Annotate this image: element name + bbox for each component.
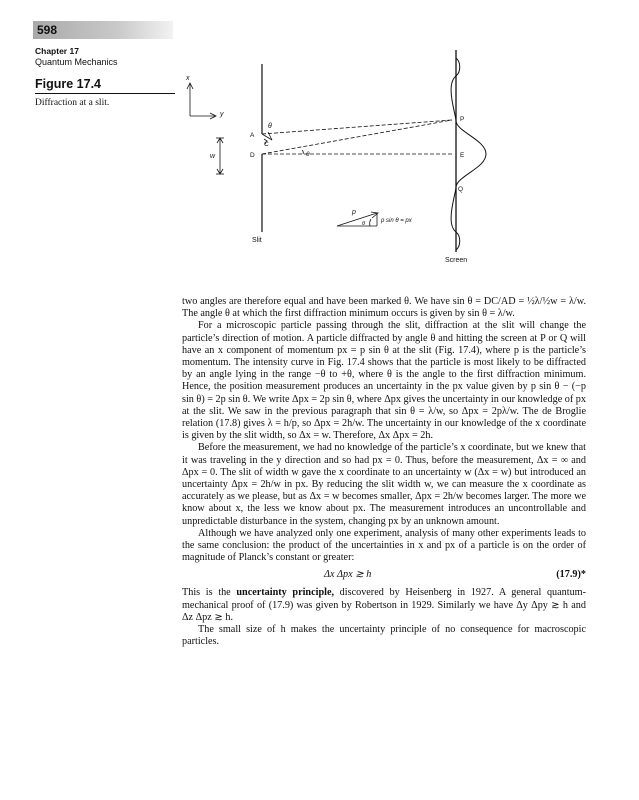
inset-relation-label: p sin θ = px (381, 218, 412, 224)
point-q-label: Q (458, 186, 464, 193)
width-label: w (210, 153, 216, 160)
chapter-title: Quantum Mechanics (35, 57, 118, 67)
point-c-label: C (264, 141, 269, 148)
paragraph-6: The small size of h makes the uncertainty principle of no consequence for macroscopic particles. (182, 624, 586, 648)
width-bracket (216, 138, 224, 174)
point-d-label: D (250, 152, 255, 159)
page-number: 598 (37, 23, 58, 37)
screen-label: Screen (445, 257, 468, 264)
axes (187, 83, 216, 119)
paragraph-1: two angles are therefore equal and have been marked θ. We have sin θ = DC/AD = ½λ/½w = λ/w. The angle θ at which the first diffraction minimum occurs is given by sin θ = λ/w. (182, 296, 586, 320)
paragraph-5 (182, 587, 586, 624)
point-a-label: A (250, 132, 255, 139)
uncertainty-principle-term: uncertainty principle, (236, 587, 335, 599)
chapter-label: Chapter 17 (35, 46, 79, 56)
y-axis-label: y (220, 111, 224, 118)
inset-p-label: p (352, 209, 356, 216)
theta-label: θ (268, 123, 272, 130)
point-e-label: E (460, 152, 465, 159)
equation-body: Δx Δpx ≳ h (324, 569, 372, 581)
point-p-label: P (460, 116, 465, 123)
inset-theta-label: θ (362, 221, 365, 227)
slit-label: Slit (252, 237, 262, 244)
paragraph-5-end: discovered by Heisenberg in 1927. A general quantum-mechanical proof of (17.9) was given by Robertson in 1929. Similarly we have Δy Δpy ≳ h and Δz Δpz ≳ h. (182, 587, 586, 623)
paragraph-5-start: This is the (182, 587, 237, 599)
equation-17-9 (182, 565, 586, 585)
rays (262, 120, 452, 154)
figure-caption: Diffraction at a slit. (35, 98, 110, 108)
figure-label: Figure 17.4 (35, 77, 101, 91)
body-text (182, 296, 586, 648)
momentum-inset (337, 212, 378, 226)
theta-d-label: θ (306, 151, 310, 158)
paragraph-4: Although we have analyzed only one experiment, analysis of many other experiments leads to the same conclusion: the product of the uncertainties in x and px of a particle is on the order of magnitude of Planck’s constant or greater: (182, 527, 586, 564)
x-axis-label: x (186, 75, 190, 82)
paragraph-3: Before the measurement, we had no knowledge of the particle’s x coordinate, but we knew that it was traveling in the y direction and so had px = 0. Thus, before the measurement, Δx = ∞ and Δpx = 0. The slit of width w gave the x coordinate to an uncertainty w (Δx = w) but introduced an uncertainty Δpx = 2h/w in px. By reducing the slit width w, we can measure the x coordinate as accurately as we please, but as Δx = w becomes smaller, Δpx = 2h/w becomes larger. The more we know about x, the less we know about px. The measurement introduces an uncontrollable and unpredictable disturbance in the system, changing px by an unknown amount. (182, 442, 586, 527)
equation-number: (17.9)* (556, 569, 586, 581)
paragraph-2: For a microscopic particle passing through the slit, diffraction at the slit will change the particle’s direction of motion. A particle diffracted by angle θ and hitting the screen at P or Q will have an x component of momentum px = p sin θ at the slit (Fig. 17.4), where p is the particle’s momentum. The intensity curve in Fig. 17.4 shows that the particle is most likely to be diffracted by an angle lying in the range −θ to +θ, where θ is the angle to the first diffraction minimum. Hence, the position measurement produces an uncertainty in the px value given by p sin θ − (−p sin θ) = 2p sin θ. We write Δpx = 2p sin θ, where Δpx gives the uncertainty in our knowledge of px at the slit. We saw in the previous paragraph that sin θ = λ/w, so Δpx = 2pλ/w. The de Broglie relation (17.8) gives λ = h/p, so Δpx = 2h/w. The uncertainty in our knowledge of the x coordinate is given by the slit width, so Δx = w. Therefore, Δx Δpx = 2h. (182, 320, 586, 442)
